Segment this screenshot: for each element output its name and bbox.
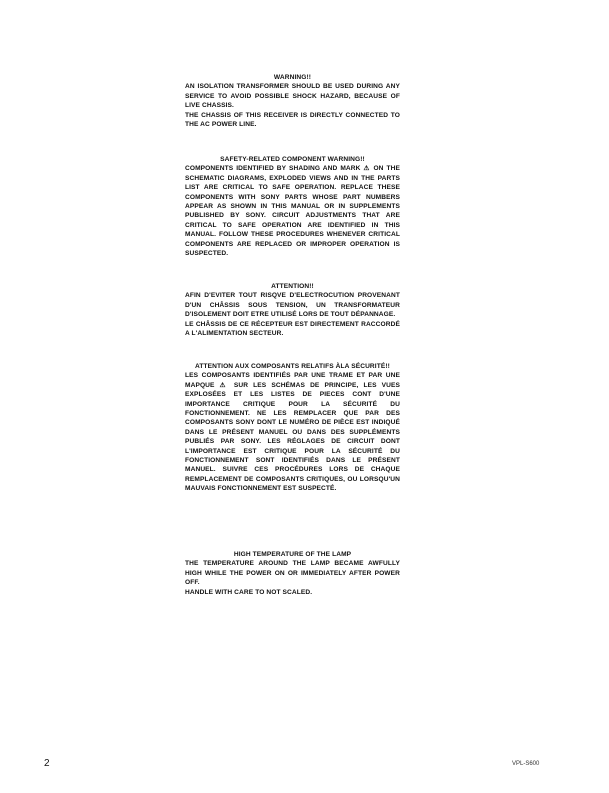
safety-warning-text bbox=[185, 164, 400, 258]
safety-text-part: SUR LES SCHÉMAS DE PRINCIPE, LES VUES EXPLOSÉES ET LES LISTES DE PIECES CONT D'UNE IMPORTANCE CRITIQUE POUR LA SÉCURITÉ DU FONCTIONNEMENT. NE LES REMPLACER QUE PAR DES COMPOSANTS SONY DONT LE NUMÉRO DE PIÈCE EST INDIQUÉ DANS LE PRÉSENT MANUEL OU DANS DES SUPPLÉMENTS PUBLIÉS PAR SONY. LES RÉGLAGES DE CIRCUIT DONT L'IMPORTANCE EST CRITIQUE POUR LA SÉCURITÉ DU FONCTIONNEMENT SONT IDENTIFIÉS DANS LE PRÉSENT MANUEL. SUIVRE CES PROCÉDURES LORS DE CHAQUE REMPLACEMENT DE COMPOSANTS CRITIQUES, OU LORSQU'UN MAUVAIS FONCTIONNEMENT EST SUSPECTÉ. bbox=[185, 381, 400, 493]
safety-warning-title: SAFETY-RELATED COMPONENT WARNING!! bbox=[220, 156, 365, 163]
lamp-section bbox=[185, 550, 400, 597]
warning-title: WARNING!! bbox=[273, 74, 312, 81]
safety-text-part: ON THE SCHEMATIC DIAGRAMS, EXPLODED VIEWS AND IN THE PARTS LIST ARE CRITICAL TO SAFE OPERATION. REPLACE THESE COMPONENTS WITH SONY PARTS WHOSE PART NUMBERS APPEAR AS SHOWN IN THIS MANUAL OR IN SUPPLEMENTS PUBLISHED BY SONY. CIRCUIT ADJUSTMENTS THAT ARE CRITICAL TO SAFE OPERATION ARE IDENTIFIED IN THIS MANUAL. FOLLOW THESE PROCEDURES WHENEVER CRITICAL COMPONENTS ARE REPLACED OR IMPROPER OPERATION IS SUSPECTED. bbox=[185, 165, 400, 258]
safety-text-part: LES COMPOSANTS IDENTIFIÉS PAR UNE TRAME ET PAR UNE MAPQUE bbox=[185, 372, 400, 389]
warning-triangle-icon: ⚠ bbox=[363, 165, 371, 173]
safety-attention-section bbox=[185, 362, 400, 494]
warning-line: THE CHASSIS OF THIS RECEIVER IS DIRECTLY CONNECTED TO THE AC POWER LINE. bbox=[185, 111, 400, 129]
attention-title: ATTENTION!! bbox=[271, 283, 314, 290]
attention-line: AFIN D'EVITER TOUT RISQVE D'ELECTROCUTION PROVENANT D'UN CHÂSSIS SOUS TENSION, UN TRANSFORMATEUR D'ISOLEMENT DOIT ETRE UTILISÉ LORS DE TOUT DÉPANNAGE. bbox=[185, 292, 400, 319]
lamp-line: HANDLE WITH CARE TO NOT SCALED. bbox=[185, 588, 313, 596]
safety-warning-section bbox=[185, 155, 400, 258]
warning-line: AN ISOLATION TRANSFORMER SHOULD BE USED DURING ANY SERVICE TO AVOID POSSIBLE SHOCK HAZARD, BECAUSE OF LIVE CHASSIS. bbox=[185, 83, 400, 110]
model-number: VPL-S600 bbox=[512, 761, 540, 767]
safety-attention-text bbox=[185, 371, 400, 493]
lamp-line: THE TEMPERATURE AROUND THE LAMP BECAME AWFULLY HIGH WHILE THE POWER ON OR IMMEDIATELY AFTER POWER OFF. bbox=[185, 560, 400, 587]
attention-line: LE CHÂSSIS DE CE RÉCEPTEUR EST DIRECTEMENT RACCORDÉ A L'ALIMENTATION SECTEUR. bbox=[185, 320, 400, 338]
safety-text-part: COMPONENTS IDENTIFIED BY SHADING AND MARK bbox=[185, 165, 364, 173]
page-number: 2 bbox=[44, 758, 50, 769]
attention-section bbox=[185, 282, 400, 338]
warning-triangle-icon: ⚠ bbox=[219, 381, 229, 389]
warning-section bbox=[185, 73, 400, 129]
safety-attention-title: ATTENTION AUX COMPOSANTS RELATIFS ÀLA SÉCURITÉ!! bbox=[195, 363, 390, 370]
lamp-title: HIGH TEMPERATURE OF THE LAMP bbox=[233, 551, 352, 558]
